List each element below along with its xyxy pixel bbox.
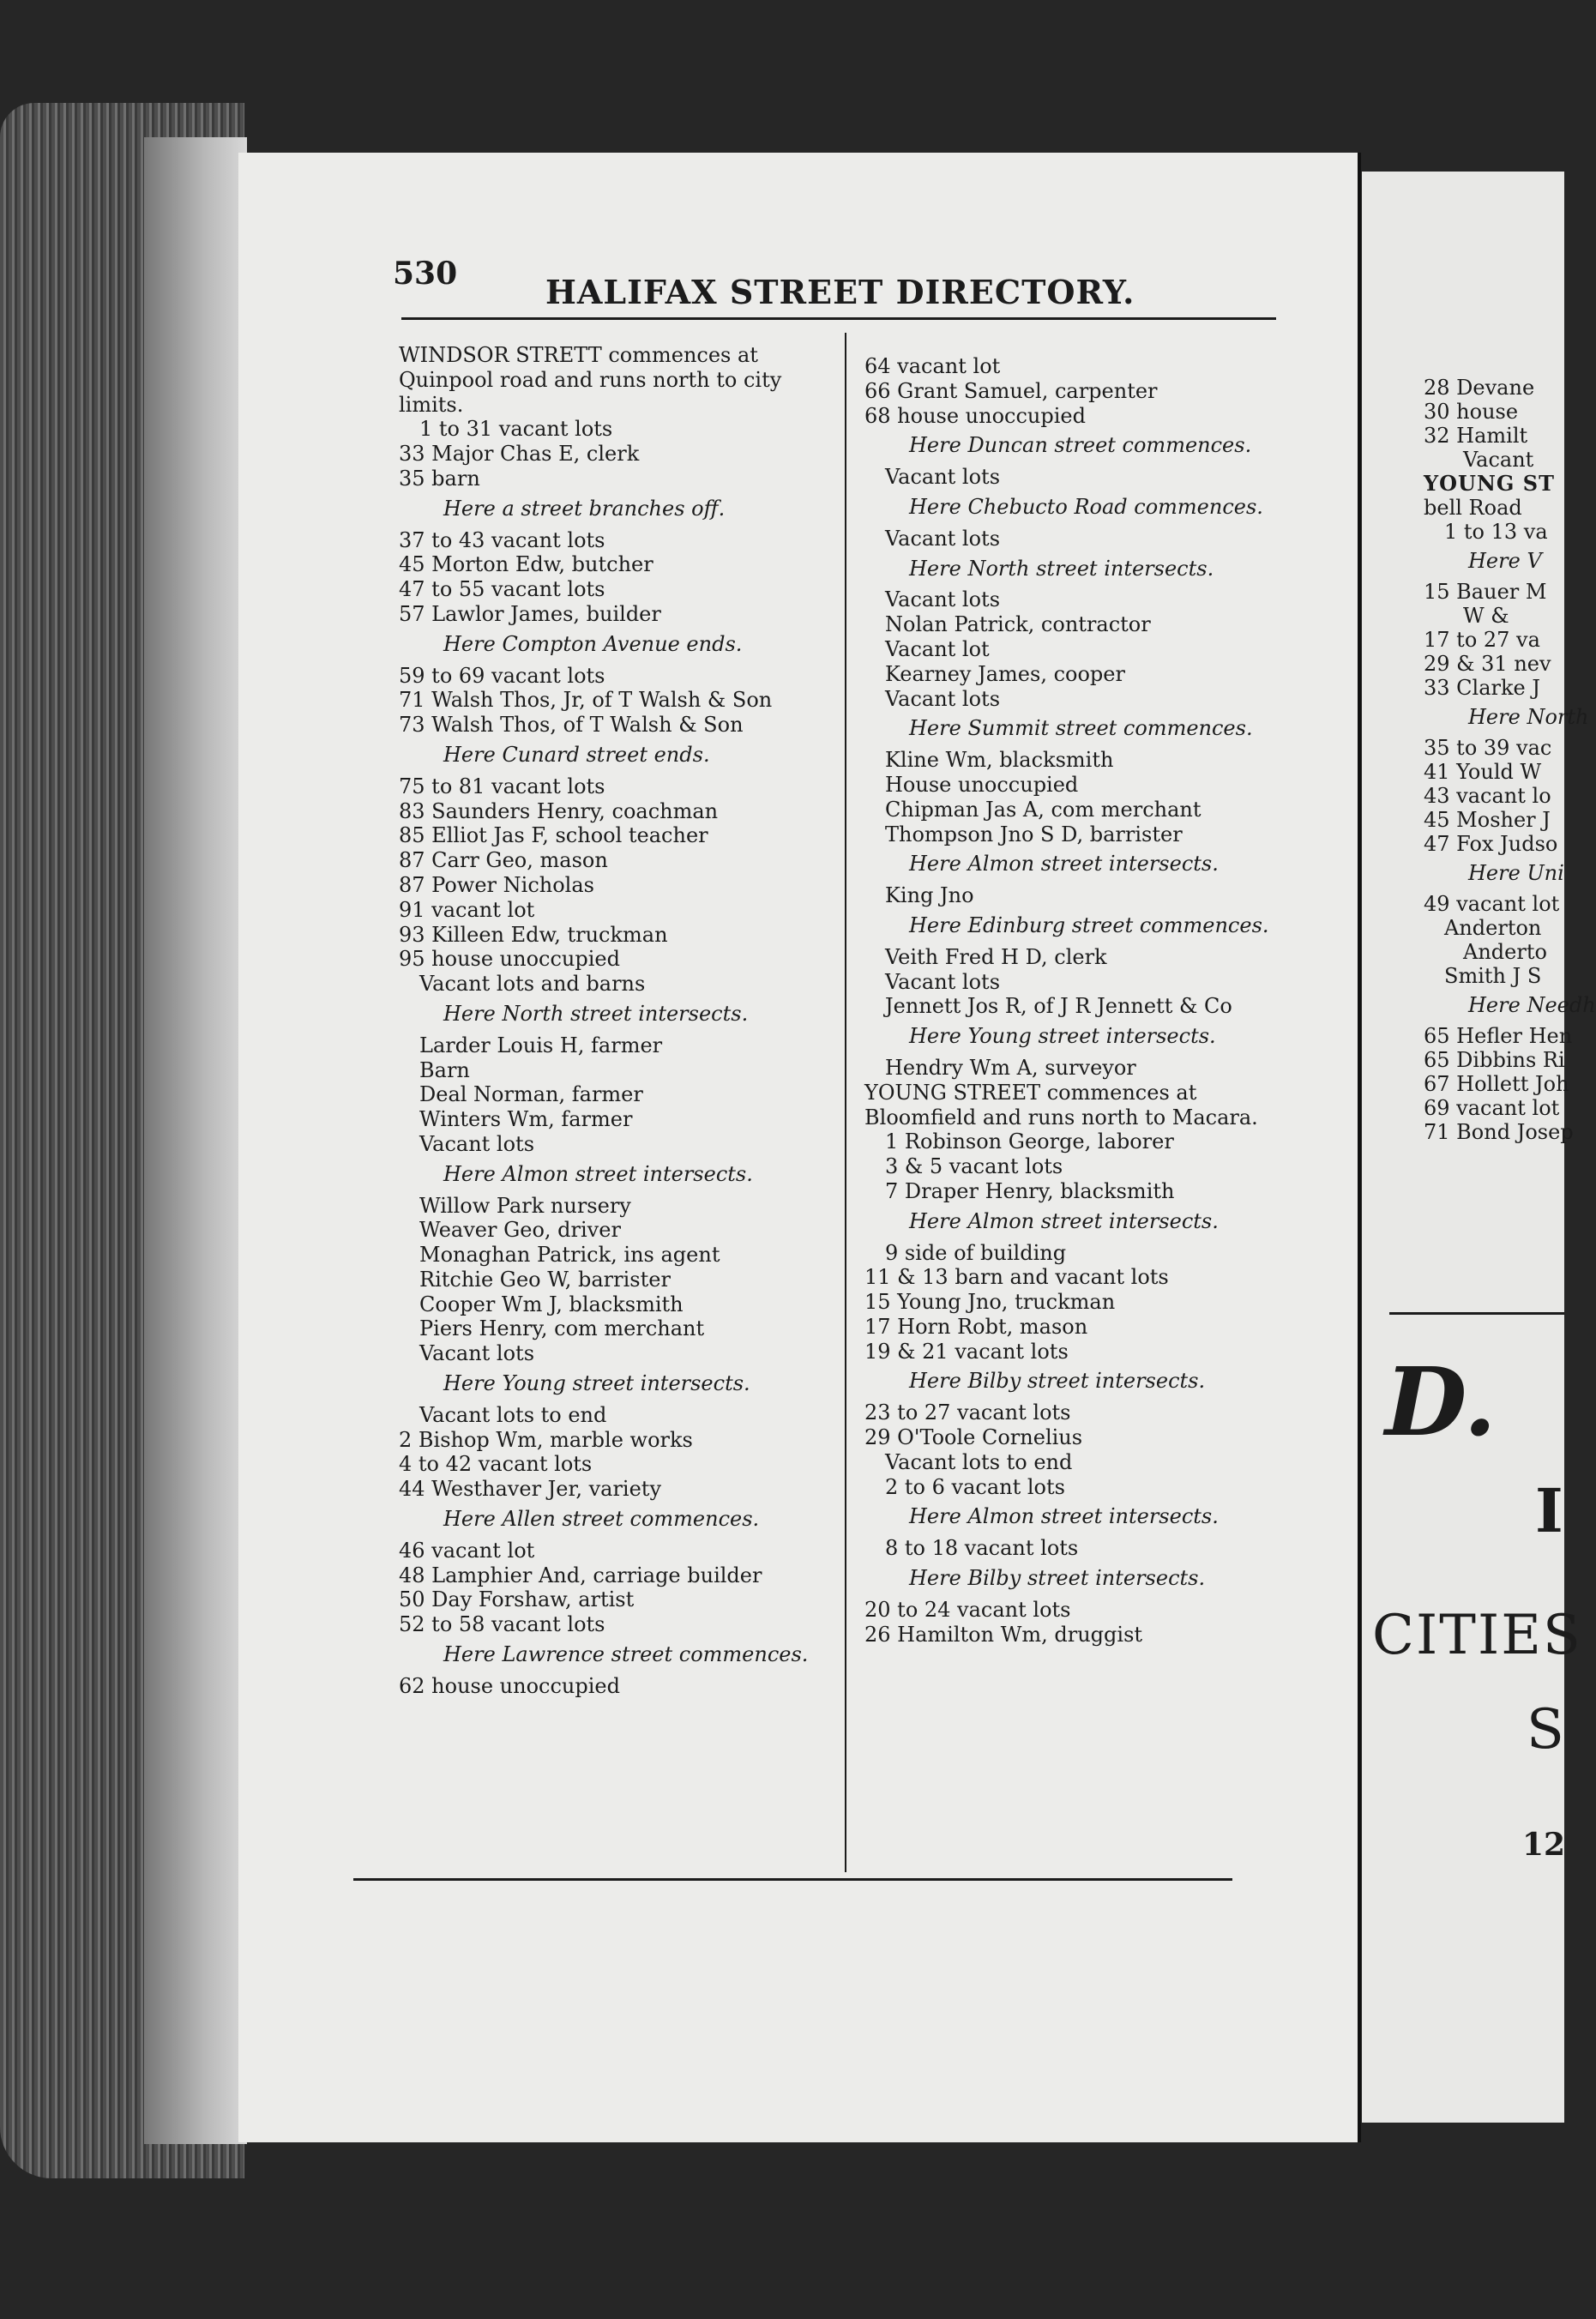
directory-entry: 28 Devane — [1424, 376, 1535, 400]
directory-entry: Smith J S — [1444, 964, 1542, 988]
directory-entry: 8 to 18 vacant lots — [885, 1536, 1079, 1561]
directory-entry: 65 Hefler Hen — [1424, 1024, 1573, 1048]
directory-entry: Vacant lots and barns — [419, 972, 646, 997]
page-stack — [144, 137, 247, 2144]
directory-entry: Vacant lots — [885, 686, 1001, 711]
directory-entry: 68 house unoccupied — [864, 403, 1086, 428]
directory-entry: Kearney James, cooper — [885, 661, 1125, 686]
directory-entry: Barn — [419, 1057, 470, 1082]
directory-entry: Vacant lot — [885, 636, 990, 661]
ad-letter: I — [1535, 1475, 1563, 1546]
street-heading: WINDSOR STRETT commences at Quinpool road and runs north to city limits. — [399, 343, 782, 417]
directory-entry: 45 Morton Edw, butcher — [399, 552, 653, 577]
directory-entry: Weaver Geo, driver — [419, 1218, 621, 1243]
directory-entry: Deal Norman, farmer — [419, 1082, 643, 1107]
directory-entry: Vacant lots to end — [419, 1402, 607, 1427]
directory-entry: 49 vacant lot — [1424, 892, 1560, 916]
directory-entry: 17 Horn Robt, mason — [864, 1314, 1088, 1339]
cross-street-note: Here Lawrence street commences. — [443, 1642, 809, 1667]
cross-street-note: Here Almon street intersects. — [909, 1504, 1219, 1529]
directory-entry: 15 Young Jno, truckman — [864, 1290, 1116, 1315]
column-divider — [845, 333, 846, 1872]
directory-entry: 43 vacant lo — [1424, 784, 1551, 808]
directory-entry: Chipman Jas A, com merchant — [885, 797, 1202, 822]
directory-entry: Vacant — [1463, 448, 1534, 472]
directory-entry: 2 Bishop Wm, marble works — [399, 1427, 693, 1452]
directory-entry: Vacant lots — [419, 1341, 535, 1366]
directory-entry: 73 Walsh Thos, of T Walsh & Son — [399, 713, 744, 738]
cross-street-note: Here Almon street intersects. — [909, 852, 1219, 876]
directory-entry: 1 Robinson George, laborer — [885, 1129, 1174, 1154]
directory-entry: 52 to 58 vacant lots — [399, 1612, 605, 1637]
directory-entry: 4 to 42 vacant lots — [399, 1452, 593, 1477]
street-heading: YOUNG STREET commences at Bloomfield and runs north to Macara. — [864, 1080, 1258, 1129]
cross-street-note: Here Cunard street ends. — [443, 742, 710, 767]
directory-entry: 9 side of building — [885, 1240, 1067, 1265]
directory-entry: 91 vacant lot — [399, 897, 535, 922]
directory-entry: 1 to 31 vacant lots — [419, 417, 613, 442]
directory-entry: Jennett Jos R, of J R Jennett & Co — [885, 994, 1232, 1019]
cross-street-note: Here North street intersects. — [443, 1001, 749, 1026]
directory-entry: Thompson Jno S D, barrister — [885, 822, 1183, 846]
street-heading: YOUNG ST — [1424, 471, 1555, 496]
directory-entry: 75 to 81 vacant lots — [399, 774, 605, 798]
cross-street-note: Here Summit street commences. — [909, 716, 1253, 741]
directory-entry: 67 Hollett Joh — [1424, 1072, 1569, 1096]
directory-entry: Vacant lots — [885, 526, 1001, 551]
directory-entry: Piers Henry, com merchant — [419, 1316, 705, 1341]
ad-letter-s: S — [1527, 1698, 1564, 1762]
directory-entry: 48 Lamphier And, carriage builder — [399, 1563, 762, 1587]
directory-entry: 87 Carr Geo, mason — [399, 848, 608, 873]
directory-entry: 33 Clarke J — [1424, 676, 1540, 700]
directory-entry: 15 Bauer M — [1424, 580, 1547, 604]
directory-entry: 66 Grant Samuel, carpenter — [864, 378, 1158, 403]
directory-entry: Vacant lots to end — [885, 1449, 1073, 1474]
cross-street-note: Here North street intersects. — [909, 556, 1214, 581]
cross-street-note: Here Almon street intersects. — [443, 1161, 753, 1186]
directory-entry: 17 to 27 va — [1424, 628, 1540, 652]
cross-street-note: Here Duncan street commences. — [909, 433, 1252, 458]
directory-entry: 83 Saunders Henry, coachman — [399, 798, 719, 823]
directory-entry: Willow Park nursery — [419, 1193, 631, 1218]
directory-entry: 95 house unoccupied — [399, 947, 620, 972]
directory-column-1 — [399, 343, 832, 1699]
directory-entry: 2 to 6 vacant lots — [885, 1474, 1065, 1499]
directory-entry: 7 Draper Henry, blacksmith — [885, 1178, 1175, 1203]
page-title: HALIFAX STREET DIRECTORY. — [545, 273, 1135, 311]
ad-initial: D. — [1385, 1346, 1497, 1457]
directory-entry: Hendry Wm A, surveyor — [885, 1055, 1136, 1080]
cross-street-note: Here North — [1468, 705, 1589, 729]
cross-street-note: Here Edinburg street commences. — [909, 913, 1269, 937]
directory-entry: 45 Mosher J — [1424, 808, 1551, 832]
cross-street-note: Here Compton Avenue ends. — [443, 631, 743, 656]
directory-entry: Vacant lots — [419, 1131, 535, 1156]
directory-entry: 20 to 24 vacant lots — [864, 1597, 1071, 1622]
directory-entry: 29 O'Toole Cornelius — [864, 1425, 1083, 1450]
directory-entry: 47 Fox Judso — [1424, 832, 1558, 856]
directory-entry: 1 to 13 va — [1444, 520, 1548, 544]
cross-street-note: Here Almon street intersects. — [909, 1208, 1219, 1233]
directory-entry: 47 to 55 vacant lots — [399, 577, 605, 602]
directory-entry: 50 Day Forshaw, artist — [399, 1587, 635, 1612]
directory-entry: 32 Hamilt — [1424, 424, 1528, 448]
cross-street-note: Here Young street intersects. — [909, 1024, 1216, 1049]
ad-number: 12 — [1522, 1827, 1566, 1863]
directory-entry: Cooper Wm J, blacksmith — [419, 1292, 684, 1316]
directory-entry: House unoccupied — [885, 772, 1079, 797]
directory-entry: Veith Fred H D, clerk — [885, 944, 1107, 969]
directory-entry: 71 Walsh Thos, Jr, of T Walsh & Son — [399, 688, 773, 713]
cross-street-note: Here Bilby street intersects. — [909, 1566, 1206, 1591]
directory-entry: Anderton — [1444, 916, 1542, 940]
cross-street-note: Here Bilby street intersects. — [909, 1369, 1206, 1394]
directory-entry: Ritchie Geo W, barrister — [419, 1267, 671, 1292]
directory-entry: 46 vacant lot — [399, 1538, 535, 1563]
directory-entry: 30 house — [1424, 400, 1519, 424]
right-page-column — [1424, 376, 1596, 1144]
directory-entry: 29 & 31 nev — [1424, 652, 1551, 676]
directory-entry: Nolan Patrick, contractor — [885, 612, 1151, 637]
cross-street-note: Here Chebucto Road commences. — [909, 494, 1263, 519]
directory-entry: Winters Wm, farmer — [419, 1107, 633, 1132]
directory-entry: 44 Westhaver Jer, variety — [399, 1477, 662, 1502]
cross-street-note: Here Allen street commences. — [443, 1507, 760, 1532]
directory-entry: Vacant lots — [885, 587, 1001, 612]
ad-cities: CITIES — [1372, 1604, 1582, 1667]
cross-street-note: Here a street branches off. — [443, 496, 726, 521]
directory-entry: 69 vacant lot — [1424, 1096, 1560, 1120]
directory-entry: Monaghan Patrick, ins agent — [419, 1243, 720, 1268]
directory-entry: 57 Lawlor James, builder — [399, 601, 661, 626]
directory-column-2 — [864, 354, 1276, 1647]
directory-entry: Kline Wm, blacksmith — [885, 748, 1114, 773]
page-number: 530 — [393, 256, 458, 292]
directory-entry: 93 Killeen Edw, truckman — [399, 922, 668, 947]
directory-entry: 62 house unoccupied — [399, 1673, 620, 1698]
directory-entry: 71 Bond Josep — [1424, 1120, 1574, 1144]
directory-entry: 23 to 27 vacant lots — [864, 1400, 1071, 1425]
ad-rule — [1389, 1312, 1564, 1315]
directory-entry: Anderto — [1463, 940, 1547, 964]
directory-entry: 33 Major Chas E, clerk — [399, 442, 640, 467]
directory-entry: 3 & 5 vacant lots — [885, 1154, 1063, 1179]
directory-entry: 87 Power Nicholas — [399, 872, 594, 897]
directory-entry: W & — [1463, 604, 1509, 628]
directory-entry: 26 Hamilton Wm, druggist — [864, 1622, 1143, 1647]
directory-entry: Vacant lots — [885, 465, 1001, 490]
directory-entry: Larder Louis H, farmer — [419, 1033, 663, 1057]
directory-entry: 64 vacant lot — [864, 354, 1001, 378]
header-rule — [401, 317, 1276, 320]
cross-street-note: Here V — [1468, 549, 1542, 573]
cross-street-note: Here Needh — [1468, 993, 1596, 1017]
directory-entry: 59 to 69 vacant lots — [399, 663, 605, 688]
footer-rule — [353, 1878, 1232, 1881]
cross-street-note: Here Uni — [1468, 861, 1564, 885]
directory-entry: King Jno — [885, 883, 974, 908]
cross-street-note: Here Young street intersects. — [443, 1371, 750, 1396]
directory-entry: 11 & 13 barn and vacant lots — [864, 1265, 1169, 1290]
directory-entry: bell Road — [1424, 496, 1522, 520]
directory-entry: 35 barn — [399, 466, 480, 491]
directory-entry: 65 Dibbins Ri — [1424, 1048, 1565, 1072]
directory-entry: 85 Elliot Jas F, school teacher — [399, 823, 708, 848]
directory-entry: Vacant lots — [885, 969, 1001, 994]
directory-entry: 37 to 43 vacant lots — [399, 527, 605, 552]
directory-entry: 41 Yould W — [1424, 760, 1542, 784]
directory-entry: 35 to 39 vac — [1424, 736, 1552, 760]
directory-entry: 19 & 21 vacant lots — [864, 1339, 1069, 1364]
